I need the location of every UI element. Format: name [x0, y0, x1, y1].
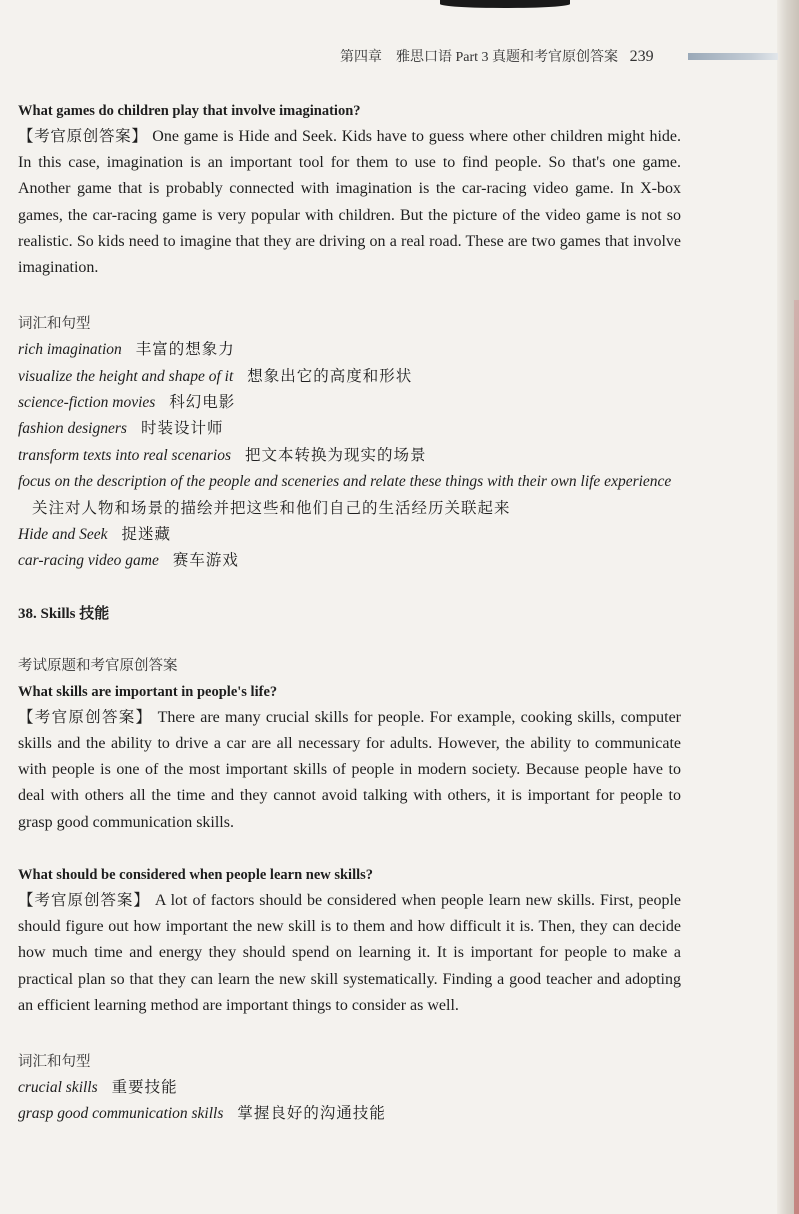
vocab-heading: 词汇和句型	[18, 1053, 91, 1070]
chapter-title: 第四章 雅思口语 Part 3 真题和考官原创答案	[340, 50, 619, 65]
running-header	[340, 46, 654, 66]
answer-text: A lot of factors should be considered when people learn new skills. First, people should figure out how important the new skill is to them and how difficult it is. Then, they can decide how much time and energy they should spend on learning it. It is important for people to make a practical plan so that they can learn the new skill systematically. Finding a good teacher and adopting an efficient learning method are important things to consider as well.	[18, 891, 682, 1014]
vocab-item: car-racing video game 赛车游戏	[18, 552, 239, 570]
exam-subheading: 考试原题和考官原创答案	[18, 657, 178, 674]
question-imagination-games: What games do children play that involve imagination?	[18, 103, 361, 119]
answer-tag: 【考官原创答案】	[18, 708, 153, 726]
question-learning-new-skills: What should be considered when people learn new skills?	[18, 866, 374, 883]
vocab-item: transform texts into real scenarios 把文本转换为现实的场景	[18, 446, 427, 464]
answer-text: There are many crucial skills for people. For example, cooking skills, computer skills and the ability to drive a car are all necessary for adults. However, the ability to communicate with people is one of the most important skills of people in modern society. Because people have to deal with others all the time and they cannot avoid talking with others, it is important for people to grasp good communication skills.	[18, 708, 681, 831]
vocab-item: rich imagination 丰富的想象力	[18, 341, 235, 359]
book-page-edge-tint	[794, 300, 799, 1214]
vocab-item: crucial skills 重要技能	[18, 1078, 178, 1096]
section-title-skills: 38. Skills 技能	[18, 605, 110, 622]
page-number: 239	[629, 48, 654, 65]
page-body	[18, 98, 681, 1128]
vocab-list	[18, 1075, 681, 1128]
answer-tag: 【考官原创答案】	[18, 891, 150, 909]
answer-paragraph	[18, 888, 681, 1019]
question-important-skills: What skills are important in people's life?	[18, 683, 278, 700]
answer-paragraph	[18, 124, 681, 281]
vocab-item: Hide and Seek 捉迷藏	[18, 526, 172, 544]
page-top-shadow	[440, 0, 570, 8]
vocab-item: focus on the description of the people and sceneries and relate these things with their own life experience关注对人物和场景的描绘并把这些和他们自己的生活经历关联起来	[18, 473, 672, 517]
vocab-item: fashion designers 时装设计师	[18, 420, 224, 438]
vocab-heading: 词汇和句型	[18, 316, 91, 333]
vocab-item: visualize the height and shape of it 想象出它的高度和形状	[18, 367, 413, 385]
vocab-list	[18, 337, 681, 575]
answer-paragraph	[18, 705, 681, 836]
vocab-item: grasp good communication skills 掌握良好的沟通技能	[18, 1105, 386, 1123]
answer-tag: 【考官原创答案】	[18, 128, 148, 145]
header-decorative-bar	[688, 53, 778, 60]
vocab-item: science-fiction movies 科幻电影	[18, 394, 236, 412]
answer-text: One game is Hide and Seek. Kids have to guess where other children might hide. In this case, imagination is an important tool for them to use to find people. So that's one game. Another game that is probably connected with imagination is the car-racing video game. In X-box games, the car-racing game is very popular with children. But the picture of the video game is not so realistic. So kids need to imagine that they are driving on a real road. These are two games that involve imagination.	[18, 128, 681, 277]
